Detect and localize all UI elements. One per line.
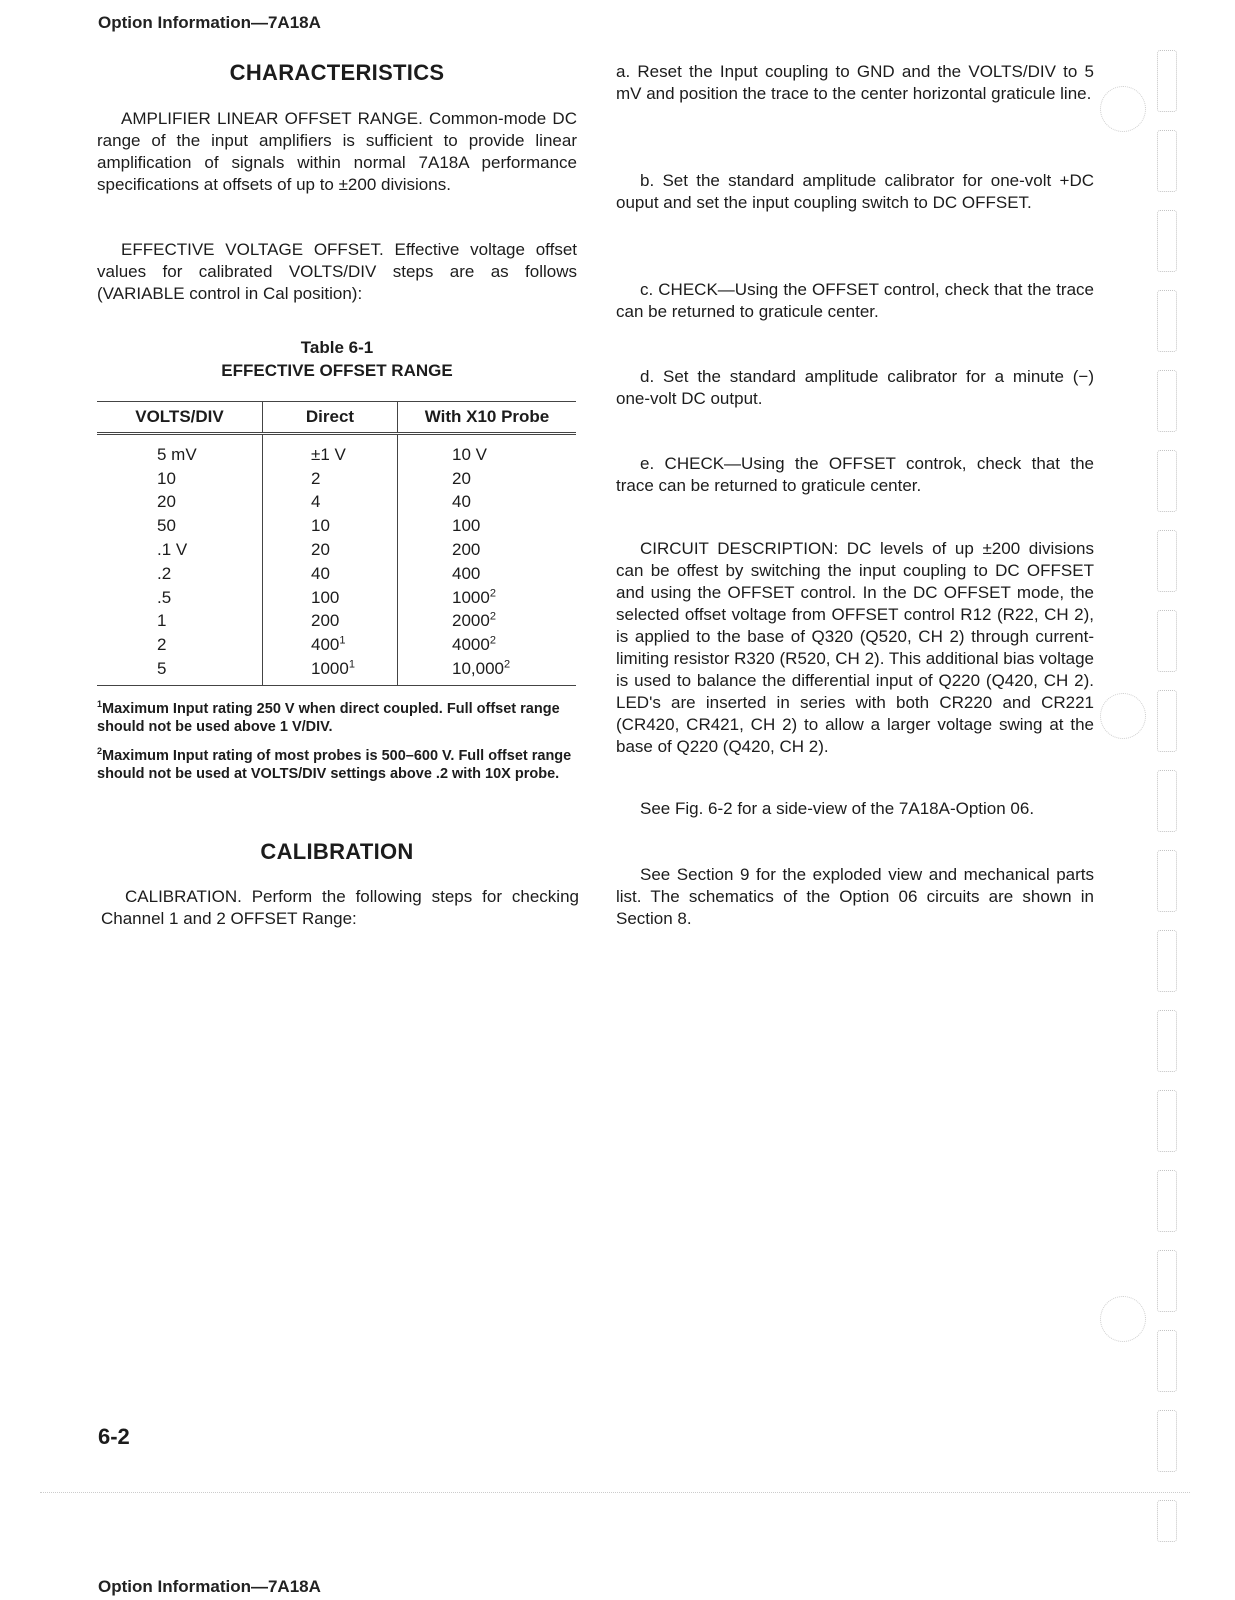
binder-hole: [1157, 1010, 1177, 1072]
running-header: Option Information—7A18A: [98, 13, 321, 32]
cell-probe-value: 100: [452, 516, 481, 536]
step-b: b. Set the standard amplitude calibrator for one-volt +DC ouput and set the input coupling switch to DC OFFSET.: [616, 171, 1094, 212]
footnote-1: [97, 700, 577, 736]
cell-volts-div-value: 1: [157, 611, 167, 631]
table-row: [97, 514, 576, 538]
cell-probe-footnote-mark: 2: [489, 587, 496, 600]
table-row: [97, 633, 576, 657]
cell-probe: [398, 514, 577, 538]
cell-volts-div: [97, 610, 263, 634]
binder-hole: [1157, 1410, 1177, 1472]
calibration-paragraph: CALIBRATION. Perform the following steps for checking Channel 1 and 2 OFFSET Range:: [101, 887, 579, 928]
cell-direct: [263, 434, 398, 467]
binder-hole: [1157, 930, 1177, 992]
effective-offset-paragraph: EFFECTIVE VOLTAGE OFFSET. Effective voltage offset values for calibrated VOLTS/DIV steps are as follows (VARIABLE control in Cal position):: [97, 240, 577, 303]
binder-hole: [1157, 770, 1177, 832]
cell-direct: [263, 657, 398, 685]
table-row: [97, 610, 576, 634]
binder-hole: [1157, 850, 1177, 912]
cell-probe: [398, 633, 577, 657]
column-header-probe: With X10 Probe: [398, 402, 577, 434]
cell-probe: [398, 657, 577, 685]
cell-volts-div-value: 50: [157, 516, 176, 536]
cell-volts-div-value: 2: [157, 635, 167, 655]
table-row: [97, 538, 576, 562]
cell-direct-value: ±1 V: [311, 444, 346, 464]
cell-direct-value: 1000: [311, 659, 349, 679]
cell-volts-div-value: 10: [157, 468, 176, 488]
column-header-volts-div: VOLTS/DIV: [97, 402, 263, 434]
cell-probe-footnote-mark: 2: [504, 658, 511, 671]
cell-volts-div-value: .1 V: [157, 540, 188, 560]
see-figure-paragraph: See Fig. 6-2 for a side-view of the 7A18A-Option 06.: [640, 799, 1035, 818]
table-row: [97, 657, 576, 685]
cell-direct: [263, 514, 398, 538]
table-row: [97, 491, 576, 515]
column-header-direct: Direct: [263, 402, 398, 434]
cell-volts-div-value: 20: [157, 492, 176, 512]
binder-hole: [1157, 530, 1177, 592]
binder-hole: [1157, 1500, 1177, 1542]
binder-hole: [1157, 370, 1177, 432]
cell-volts-div: [97, 657, 263, 685]
cell-volts-div: [97, 514, 263, 538]
cell-direct-value: 200: [311, 611, 340, 631]
cell-probe-footnote-mark: 2: [489, 634, 496, 647]
cell-volts-div: [97, 562, 263, 586]
cell-direct: [263, 538, 398, 562]
binder-hole: [1157, 1090, 1177, 1152]
cell-volts-div: [97, 586, 263, 610]
cell-probe: [398, 610, 577, 634]
linear-offset-paragraph: AMPLIFIER LINEAR OFFSET RANGE. Common-mode DC range of the input amplifiers is sufficient to provide linear amplification of signals within normal 7A18A performance specifications at offsets of up to ±200 divisions.: [97, 109, 577, 194]
binder-hole: [1157, 1250, 1177, 1312]
step-a: a. Reset the Input coupling to GND and the VOLTS/DIV to 5 mV and position the trace to the center horizontal graticule line.: [616, 62, 1094, 103]
effective-offset-table: [97, 401, 576, 686]
binder-hole: [1157, 1170, 1177, 1232]
table-row: [97, 467, 576, 491]
scan-divider-line: [40, 1492, 1190, 1493]
cell-direct-footnote-mark: 1: [339, 634, 346, 647]
cell-probe: [398, 434, 577, 467]
footnote-1-text: Maximum Input rating 250 V when direct coupled. Full offset range should not be used above 1 V/DIV.: [97, 701, 560, 735]
cell-volts-div: [97, 633, 263, 657]
cell-volts-div: [97, 491, 263, 515]
cell-probe-value: 400: [452, 563, 481, 583]
cell-probe-value: 1000: [452, 587, 490, 607]
cell-volts-div-value: .2: [157, 563, 172, 583]
cell-direct-value: 20: [311, 540, 330, 560]
step-d: d. Set the standard amplitude calibrator for a minute (−) one-volt DC output.: [616, 367, 1094, 408]
cell-probe-value: 2000: [452, 611, 490, 631]
table-header-row: [97, 402, 576, 434]
table-row: [97, 586, 576, 610]
cell-probe-value: 200: [452, 540, 481, 560]
footnote-2-mark: 2: [97, 746, 103, 757]
characteristics-heading: CHARACTERISTICS: [229, 60, 445, 85]
cell-probe: [398, 586, 577, 610]
cell-volts-div: [97, 467, 263, 491]
binder-hole: [1157, 130, 1177, 192]
table-body: [97, 434, 576, 686]
circuit-description-paragraph: CIRCUIT DESCRIPTION: DC levels of up ±200 divisions can be offest by switching the input coupling to DC OFFSET and using the OFFSET control. In the DC OFFSET mode, the selected offset voltage from OFFSET control R12 (R22, CH 2), is applied to the base of Q320 (Q520, CH 2) through current-limiting resistor R320 (R520, CH 2). This additional bias voltage is used to balance the differential input of Q220 (Q420, CH 2). LED's are inserted in series with both CR220 and CR221 (CR420, CR421, CH 2) to allow a larger voltage swing at the base of Q220 (Q420, CH 2).: [616, 539, 1094, 756]
step-c: c. CHECK—Using the OFFSET control, check that the trace can be returned to graticule center.: [616, 280, 1094, 321]
cell-direct: [263, 491, 398, 515]
page-number: 6-2: [98, 1424, 130, 1449]
binder-hole: [1157, 450, 1177, 512]
binder-ring-mark: [1100, 693, 1146, 739]
table-caption: [97, 336, 577, 382]
table-row: [97, 562, 576, 586]
cell-probe-footnote-mark: 2: [489, 610, 496, 623]
calibration-heading: CALIBRATION: [260, 839, 414, 864]
binder-hole: [1157, 210, 1177, 272]
cell-volts-div-value: 5 mV: [157, 444, 197, 464]
cell-direct: [263, 610, 398, 634]
cell-probe-value: 4000: [452, 635, 490, 655]
cell-probe-value: 10,000: [452, 659, 504, 679]
cell-probe: [398, 467, 577, 491]
table-row: [97, 434, 576, 467]
cell-probe-value: 10 V: [452, 444, 487, 464]
cell-direct: [263, 586, 398, 610]
table-title: EFFECTIVE OFFSET RANGE: [221, 361, 453, 380]
binder-hole: [1157, 50, 1177, 112]
cell-direct-value: 4: [311, 492, 321, 512]
binder-hole: [1157, 290, 1177, 352]
cell-direct-value: 2: [311, 468, 321, 488]
step-e: e. CHECK—Using the OFFSET controk, check that the trace can be returned to graticule center.: [616, 454, 1094, 495]
cell-direct: [263, 467, 398, 491]
binder-hole: [1157, 690, 1177, 752]
binder-hole: [1157, 610, 1177, 672]
cell-volts-div-value: .5: [157, 587, 172, 607]
running-footer: Option Information—7A18A: [98, 1577, 321, 1596]
cell-volts-div: [97, 434, 263, 467]
cell-direct: [263, 562, 398, 586]
cell-probe: [398, 491, 577, 515]
footnote-1-mark: 1: [97, 699, 103, 710]
cell-direct: [263, 633, 398, 657]
cell-direct-value: 40: [311, 563, 330, 583]
cell-probe-value: 40: [452, 492, 471, 512]
footnote-2: [97, 747, 577, 783]
binder-ring-mark: [1100, 1296, 1146, 1342]
binder-hole: [1157, 1330, 1177, 1392]
cell-volts-div-value: 5: [157, 659, 167, 679]
binder-ring-mark: [1100, 86, 1146, 132]
see-section-paragraph: See Section 9 for the exploded view and mechanical parts list. The schematics of the Option 06 circuits are shown in Section 8.: [616, 865, 1094, 928]
table-number: Table 6-1: [300, 338, 374, 357]
cell-probe-value: 20: [452, 468, 471, 488]
cell-direct-footnote-mark: 1: [348, 658, 355, 671]
cell-direct-value: 10: [311, 516, 330, 536]
cell-volts-div: [97, 538, 263, 562]
footnote-2-text: Maximum Input rating of most probes is 500–600 V. Full offset range should not be used at VOLTS/DIV settings above .2 with 10X probe.: [97, 748, 572, 782]
cell-direct-value: 100: [311, 587, 340, 607]
cell-probe: [398, 562, 577, 586]
cell-probe: [398, 538, 577, 562]
cell-direct-value: 400: [311, 635, 340, 655]
